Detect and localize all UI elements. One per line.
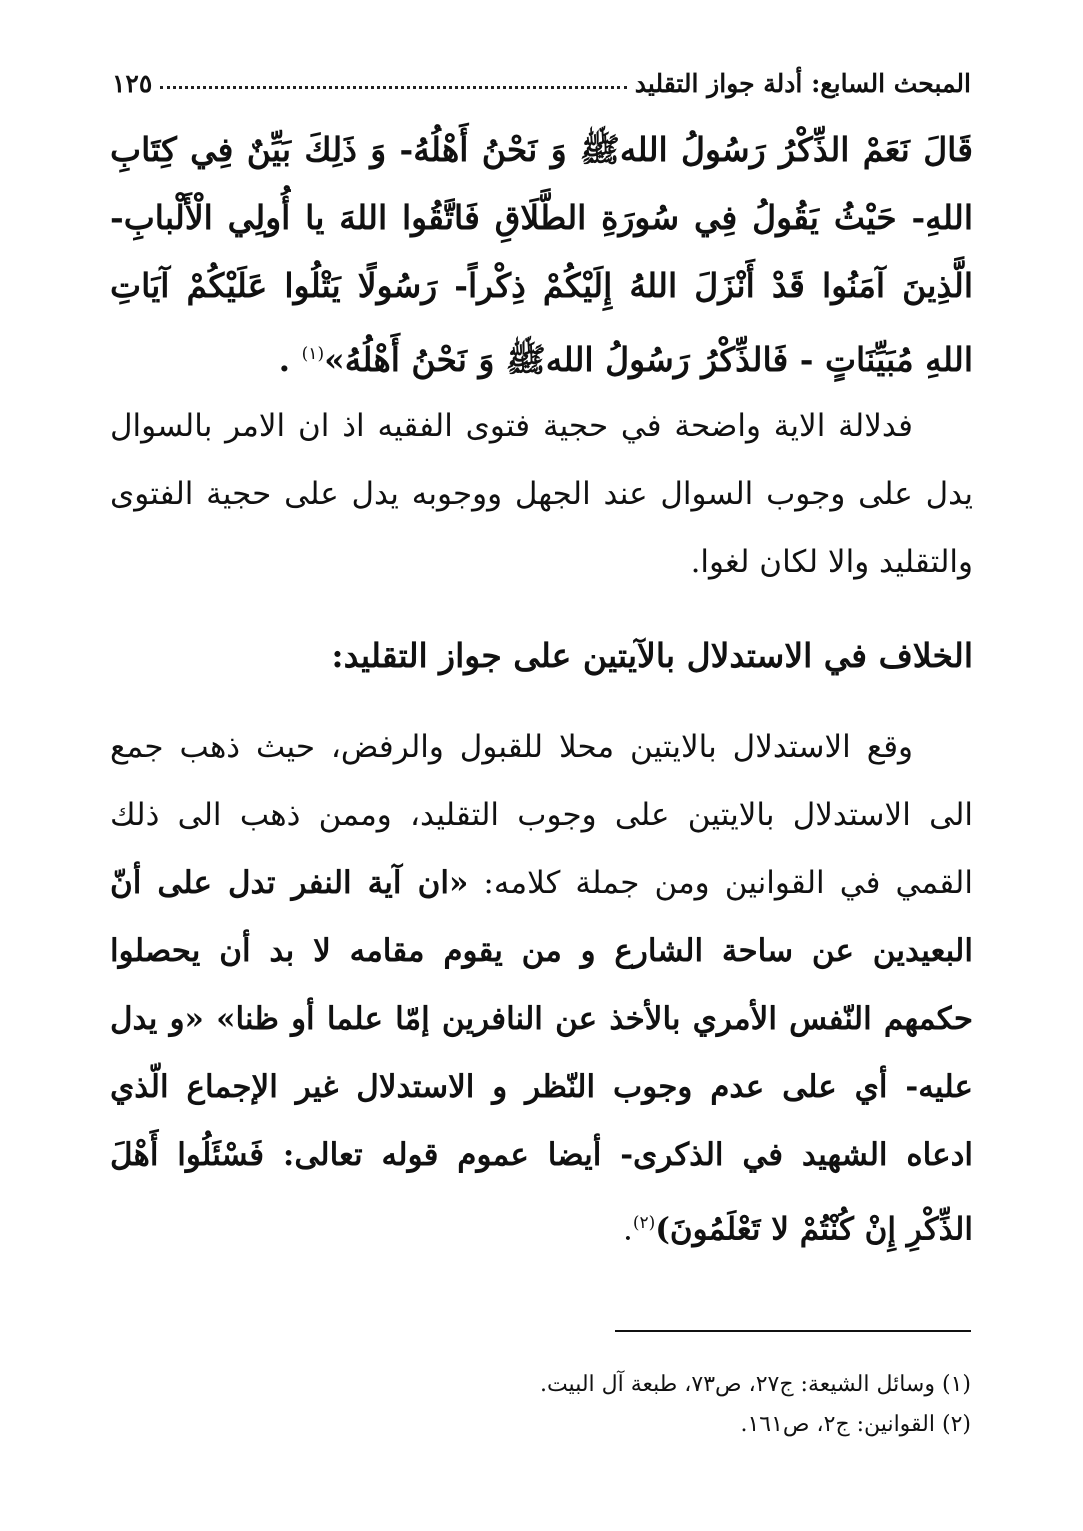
footnote-2: (٢) القوانين: ج٢، ص١٦١. [740,1412,971,1437]
page-number: ١٢٥ [112,69,153,98]
footnote-ref-2: (٢) [632,1213,656,1233]
section-heading: الخلاف في الاستدلال بالآيتين على جواز التقليد: [331,636,973,675]
hadith-quote-text: قَالَ نَعَمْ الذِّكْرُ رَسُولُ اللهﷺ وَ نَحْنُ أَهْلُهُ- وَ ذَلِكَ بَيِّنٌ فِي كِتَابِ اللهِ- حَيْثُ يَقُولُ فِي سُورَةِ الطَّلَاقِ فَاتَّقُوا اللهَ يا أُولِي الْأَلْبابِ- الَّذِينَ آمَنُوا قَدْ أَنْزَلَ اللهُ إِلَيْكُمْ ذِكْراً- رَسُولًا يَتْلُوا عَلَيْكُمْ آيَاتِ اللهِ مُبَيِّنَاتٍ - فَالذِّكْرُ رَسُولُ اللهﷺ وَ نَحْنُ أَهْلُهُ» [110,130,973,379]
paragraph-dispute [110,713,973,1263]
footnote-1: (١) وسائل الشيعة: ج٢٧، ص٧٣، طبعة آل البيت. [539,1372,971,1397]
footnote-ref-1: (١) [301,344,325,364]
hadith-quote [110,116,973,394]
paragraph-dispute-end: . [622,1211,633,1248]
running-header [112,58,971,98]
paragraph-interpretation-text: فدلالة الاية واضحة في حجية فتوى الفقيه اذ ان الامر بالسوال يدل على وجوب السوال عند الجهل ووجوبه يدل على حجية الفتوى والتقليد والا لكان لغوا. [110,408,973,580]
paragraph-interpretation [110,392,973,596]
footnotes [112,1365,971,1445]
header-dot-leader [160,86,626,89]
paragraph-dispute-text: وقع الاستدلال بالايتين محلا للقبول والرفض، حيث ذهب جمع الى الاستدلال بالايتين على وجوب التقليد، وممن ذهب الى ذلك القمي في القوانين ومن جملة كلامه: [110,729,973,901]
section-title: المبحث السابع: أدلة جواز التقليد [634,69,971,98]
hadith-quote-end: . [278,340,302,379]
footnote-separator [615,1330,971,1332]
qummi-quote: «ان آية النفر تدل على أنّ البعيدين عن ساحة الشارع و من يقوم مقامه لا بد أن يحصلوا حكمهم النّفس الأمري بالأخذ عن النافرين إمّا علما أو ظنا» «و يدل عليه- أي على عدم وجوب النّظر و الاستدلال غير الإجماع الّذي ادعاه الشهيد في الذكرى- أيضا عموم قوله تعالى: فَسْئَلُوا أَهْلَ الذِّكْرِ إِنْ كُنْتُمْ لا تَعْلَمُونَ) [110,865,973,1248]
